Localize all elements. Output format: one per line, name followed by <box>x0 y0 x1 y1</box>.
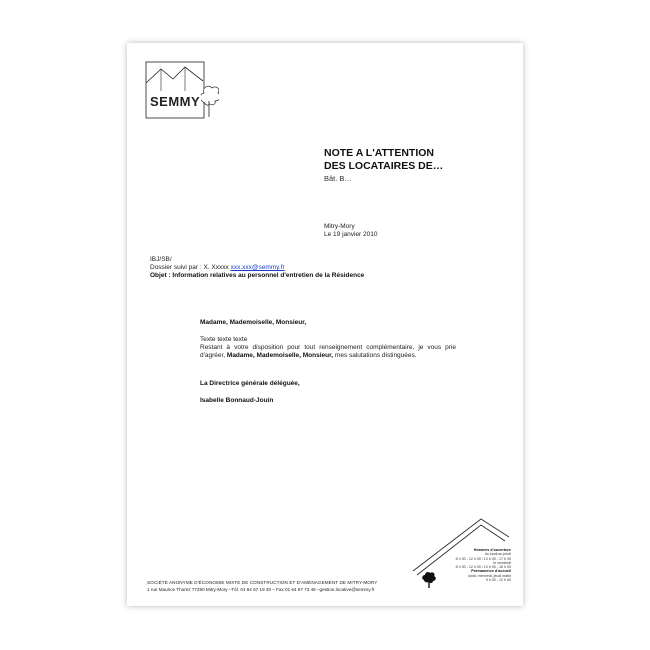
letter-page <box>127 43 523 606</box>
signature-name: Isabelle Bonnaud-Jouin <box>200 397 274 404</box>
reference-block <box>150 256 364 280</box>
place-date <box>324 223 378 239</box>
opening-hours-title: Horaires d'ouverture <box>473 548 511 552</box>
salutation: Madame, Mademoiselle, Monsieur, <box>200 319 307 326</box>
opening-days: du lundi au jeudi <box>484 552 511 557</box>
friday-times: 8 h 30 - 12 h 00 / 13 h 00 - 16 h 00 <box>455 565 511 570</box>
reception-days: lundi, mercredi, jeudi matin <box>468 573 511 578</box>
company-name: SOCIÉTÉ ANONYME D'ÉCONOMIE MIXTE DE CONSTRUCTION ET D'AMÉNAGEMENT DE MITRY-MORY <box>147 580 378 585</box>
semmy-logo <box>145 61 219 123</box>
body-paragraph: Texte texte texte <box>200 336 248 343</box>
closing-paragraph: Restant à votre disposition pour tout renseignement complémentaire, je vous prie d'agréer, Madame, Mademoiselle, Monsieur, mes salutations distinguées. <box>200 344 456 359</box>
dossier-line <box>150 264 364 272</box>
reference-code: IBJ/SB/ <box>150 256 172 263</box>
note-title <box>324 147 443 173</box>
date: Le 19 janvier 2010 <box>324 231 378 238</box>
letter-body <box>200 319 456 405</box>
friday-label: le vendredi <box>493 560 511 565</box>
company-address: 1 rue Maurice Thorez 77290 Mitry-Mory –Tél. 01 64 67 19 30 – Fax 01 64 67 73 46 –gestion.locative@semmy.fr <box>147 586 375 592</box>
opening-times: 8 h 30 - 12 h 00 / 13 h 30 - 17 h 30 <box>455 556 511 561</box>
place: Mitry-Mory <box>324 223 355 230</box>
company-footer <box>147 580 377 593</box>
objet-line: Objet : Information relatives au personnel d'entretien de la Résidence <box>150 272 365 279</box>
house-tree-icon <box>145 61 219 123</box>
building-subtitle: Bât. B… <box>324 174 352 183</box>
tree-icon <box>421 571 437 589</box>
dossier-email-link[interactable]: xxx.xxx@semmy.fr <box>230 264 285 271</box>
title-line-1: NOTE A L'ATTENTION <box>324 147 435 159</box>
opening-hours <box>401 548 511 582</box>
reception-title: Permanence d'accueil <box>471 569 511 574</box>
dossier-label: Dossier suivi par : X. Xxxxx <box>150 264 231 271</box>
signature-title: La Directrice générale déléguée, <box>200 380 300 387</box>
reception-times: 9 h 00 - 12 h 00 <box>485 578 511 583</box>
title-line-2: DES LOCATAIRES DE… <box>324 160 444 172</box>
logo-text: SEMMY <box>150 94 201 109</box>
